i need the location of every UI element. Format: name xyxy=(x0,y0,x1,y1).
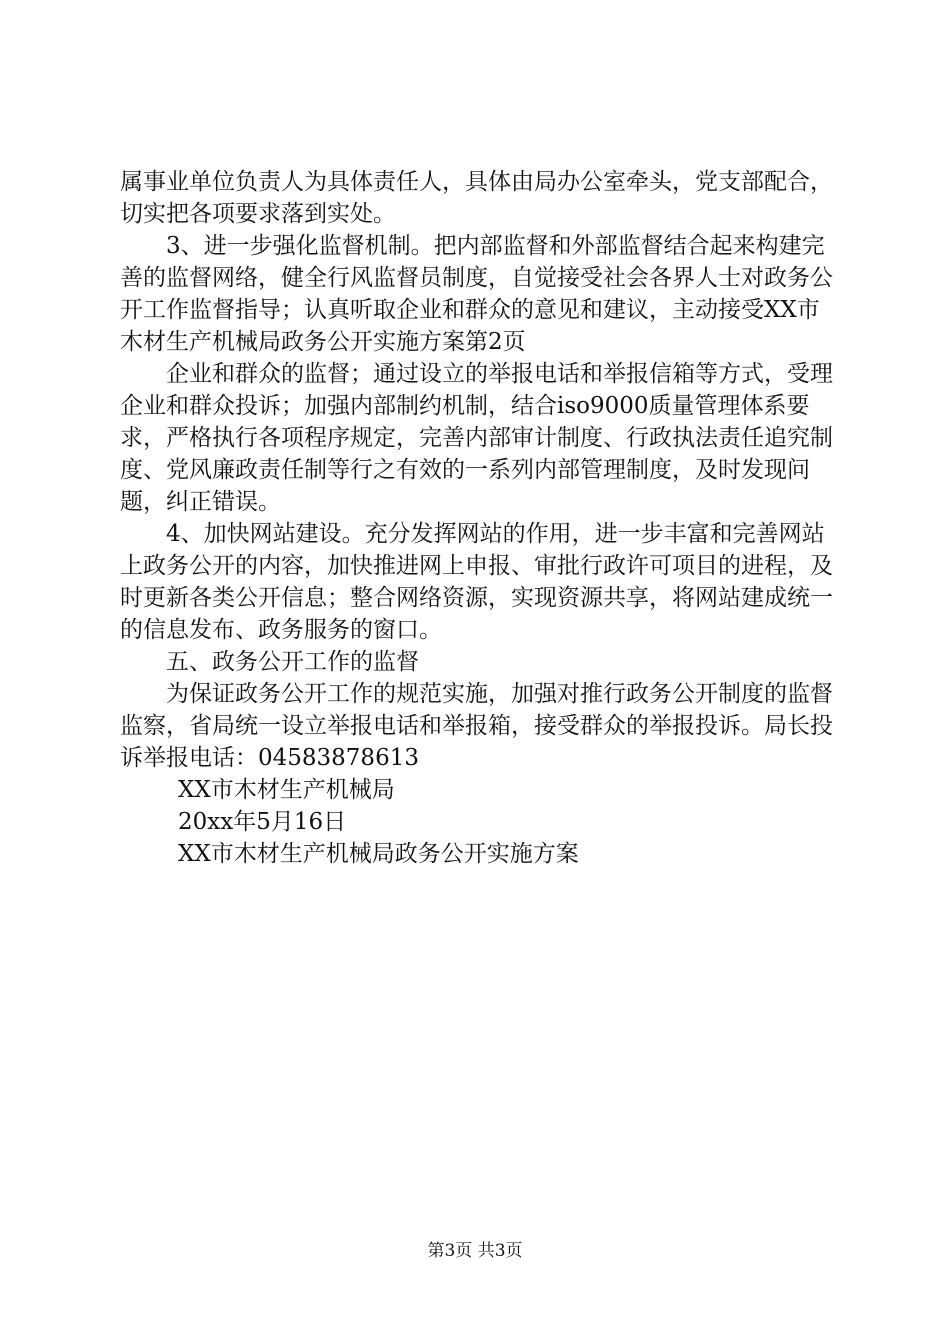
paragraph-continuation: 属事业单位负责人为具体责任人，具体由局办公室牵头，党支部配合，切实把各项要求落到实处。 xyxy=(120,169,833,227)
paragraph-website-construction: 4、加快网站建设。充分发挥网站的作用，进一步丰富和完善网站上政务公开的内容，加快推进网上申报、审批行政许可项目的进程，及时更新各类公开信息；整合网络资源，实现资源共享，将网站建成统一的信息发布、政务服务的窗口。 xyxy=(120,521,833,643)
signature-date: 20xx年5月16日 xyxy=(178,809,347,835)
signature-doc-title: XX市木材生产机械局政务公开实施方案 xyxy=(178,841,579,867)
page-footer xyxy=(0,1241,950,1261)
paragraph-supervision-mechanism: 3、进一步强化监督机制。把内部监督和外部监督结合起来构建完善的监督网络，健全行风监督员制度，自觉接受社会各界人士对政务公开工作监督指导；认真听取企业和群众的意见和建议，主动接受XX市木材生产机械局政务公开实施方案第2页 xyxy=(120,233,833,355)
page-number-label: 第3页 共3页 xyxy=(427,1241,523,1261)
paragraph-complaint-hotline: 为保证政务公开工作的规范实施，加强对推行政务公开制度的监督监察，省局统一设立举报电话和举报箱，接受群众的举报投诉。局长投诉举报电话：04583878613 xyxy=(120,681,833,771)
document-body xyxy=(120,166,840,870)
section-heading-supervision: 五、政务公开工作的监督 xyxy=(166,649,419,675)
signature-org: XX市木材生产机械局 xyxy=(178,777,395,803)
paragraph-public-supervision: 企业和群众的监督；通过设立的举报电话和举报信箱等方式，受理企业和群众投诉；加强内部制约机制，结合iso9000质量管理体系要求，严格执行各项程序规定，完善内部审计制度、行政执法责任追究制度、党风廉政责任制等行之有效的一系列内部管理制度，及时发现问题，纠正错误。 xyxy=(120,361,833,515)
